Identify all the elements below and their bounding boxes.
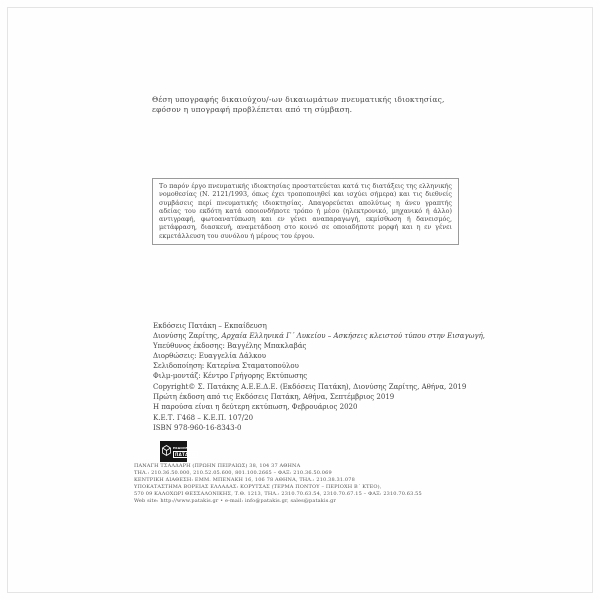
address-phone-line: ΤΗΛ.: 210.36.50.000, 210.52.05.600, 801.100.2665 – ΦΑΞ: 210.36.50.069 [134,469,332,476]
signature-note-line1: Θέση υπογραφής δικαιούχου/-ων δικαιωμάτων πνευματικής ιδιοκτησίας, [152,95,445,104]
copyright-notice-box: Το παρόν έργο πνευματικής ιδιοκτησίας προστατεύεται κατά τις διατάξεις της ελληνικής νομοθεσίας (Ν. 2121/1993, όπως έχει τροποποιηθεί και ισχύει σήμερα) και τις διεθνείς συμβάσεις περί πνευματικής ιδιοκτησίας. Απαγορεύεται απολύτως η άνευ γραπτής αδείας του εκδότη κατά οποιονδήποτε τρόπο ή μέσο (ηλεκτρονικό, μηχανικό ή άλλο) αντιγραφή, φωτοανατύπωση και εν γένει αναπαραγωγή, εκμίσθωση ή δανεισμός, μετάφραση, διασκευή, αναμετάδοση στο κοινό σε οποιαδήποτε μορφή και η εν γένει εκμετάλλευση του συνόλου ή μέρους του έργου. [152,178,459,245]
address-branch-line: ΥΠΟΚΑΤΑΣΤΗΜΑ ΒΟΡΕΙΑΣ ΕΛΛΑΔΑΣ: ΚΟΡΥΤΣΑΣ (ΤΕΡΜΑ ΠΟΝΤΟΥ – ΠΕΡΙΟΧΗ Β΄ ΚΤΕΟ), [134,483,382,490]
address-thessaloniki-line: 570 09 ΚΑΛΟΧΩΡΙ ΘΕΣΣΑΛΟΝΙΚΗΣ, Τ.Θ. 1213, ΤΗΛ.: 2310.70.63.54, 2310.70.67.15 – ΦΑΞ: 2310.70.63.55 [134,490,422,497]
credits-block [153,321,553,433]
signature-note-line2: εφόσον η υπογραφή προβλέπεται από τη σύμβαση. [152,105,353,114]
author-name: Διονύσης Ζαρίτης, [153,332,222,340]
printing-line: Η παρούσα είναι η δεύτερη εκτύπωση, Φεβρουάριος 2020 [153,403,358,411]
copyright-line: Copyright© Σ. Πατάκης Α.Ε.Ε.Δ.Ε. (Εκδόσεις Πατάκη), Διονύσης Ζαρίτης, Αθήνα, 2019 [153,383,467,391]
logo-word-ekdoseis: ΕΚΔΟΣΕΙΣ [173,445,192,450]
first-edition-line: Πρώτη έκδοση από τις Εκδόσεις Πατάκη, Αθήνα, Σεπτέμβριος 2019 [153,393,395,401]
title-suffix: , [482,332,486,340]
address-web-email-line: Web site: http://www.patakis.gr • e-mail: info@patakis.gr, sales@patakis.gr [134,497,337,504]
cube-icon [161,442,172,461]
book-title: Αρχαία Ελληνικά Γ΄ Λυκείου – Ασκήσεις κλειστού τύπου στην Εισαγωγή [221,332,483,340]
editor-line: Υπεύθυνος έκδοσης: Βαγγέλης Μπακλαβάς [153,342,307,350]
author-title-line [153,331,553,341]
logo-word-pataki: ΠΑΤΑΚΗ [175,451,196,457]
publisher-logo [160,441,196,462]
publisher-address-block [134,463,494,504]
layout-line: Σελιδοποίηση: Κατερίνα Σταματοπούλου [153,362,299,370]
proofreading-line: Διορθώσεις: Ευαγγελία Δάλκου [153,352,266,360]
address-distribution-line: ΚΕΝΤΡΙΚΗ ΔΙΑΘΕΣΗ: ΕΜΜ. ΜΠΕΝΑΚΗ 16, 106 78 ΑΘΗΝΑ, ΤΗΛ.: 210.38.31.078 [134,476,355,483]
ket-kep-line: Κ.Ε.Τ. Γ468 – Κ.Ε.Π. 107/20 [153,414,254,422]
series-line: Εκδόσεις Πατάκη – Εκπαίδευση [153,322,267,330]
film-montage-line: Φιλμ-μοντάζ: Κέντρο Γρήγορης Εκτύπωσης [153,372,308,380]
publisher-logo-text [173,446,198,458]
address-street-line: ΠΑΝΑΓΗ ΤΣΑΛΔΑΡΗ (ΠΡΩΗΝ ΠΕΙΡΑΙΩΣ) 38, 104 37 ΑΘΗΝΑ [134,463,301,469]
signature-note [152,95,482,115]
isbn-line: ISBN 978-960-16-8343-0 [153,424,242,432]
